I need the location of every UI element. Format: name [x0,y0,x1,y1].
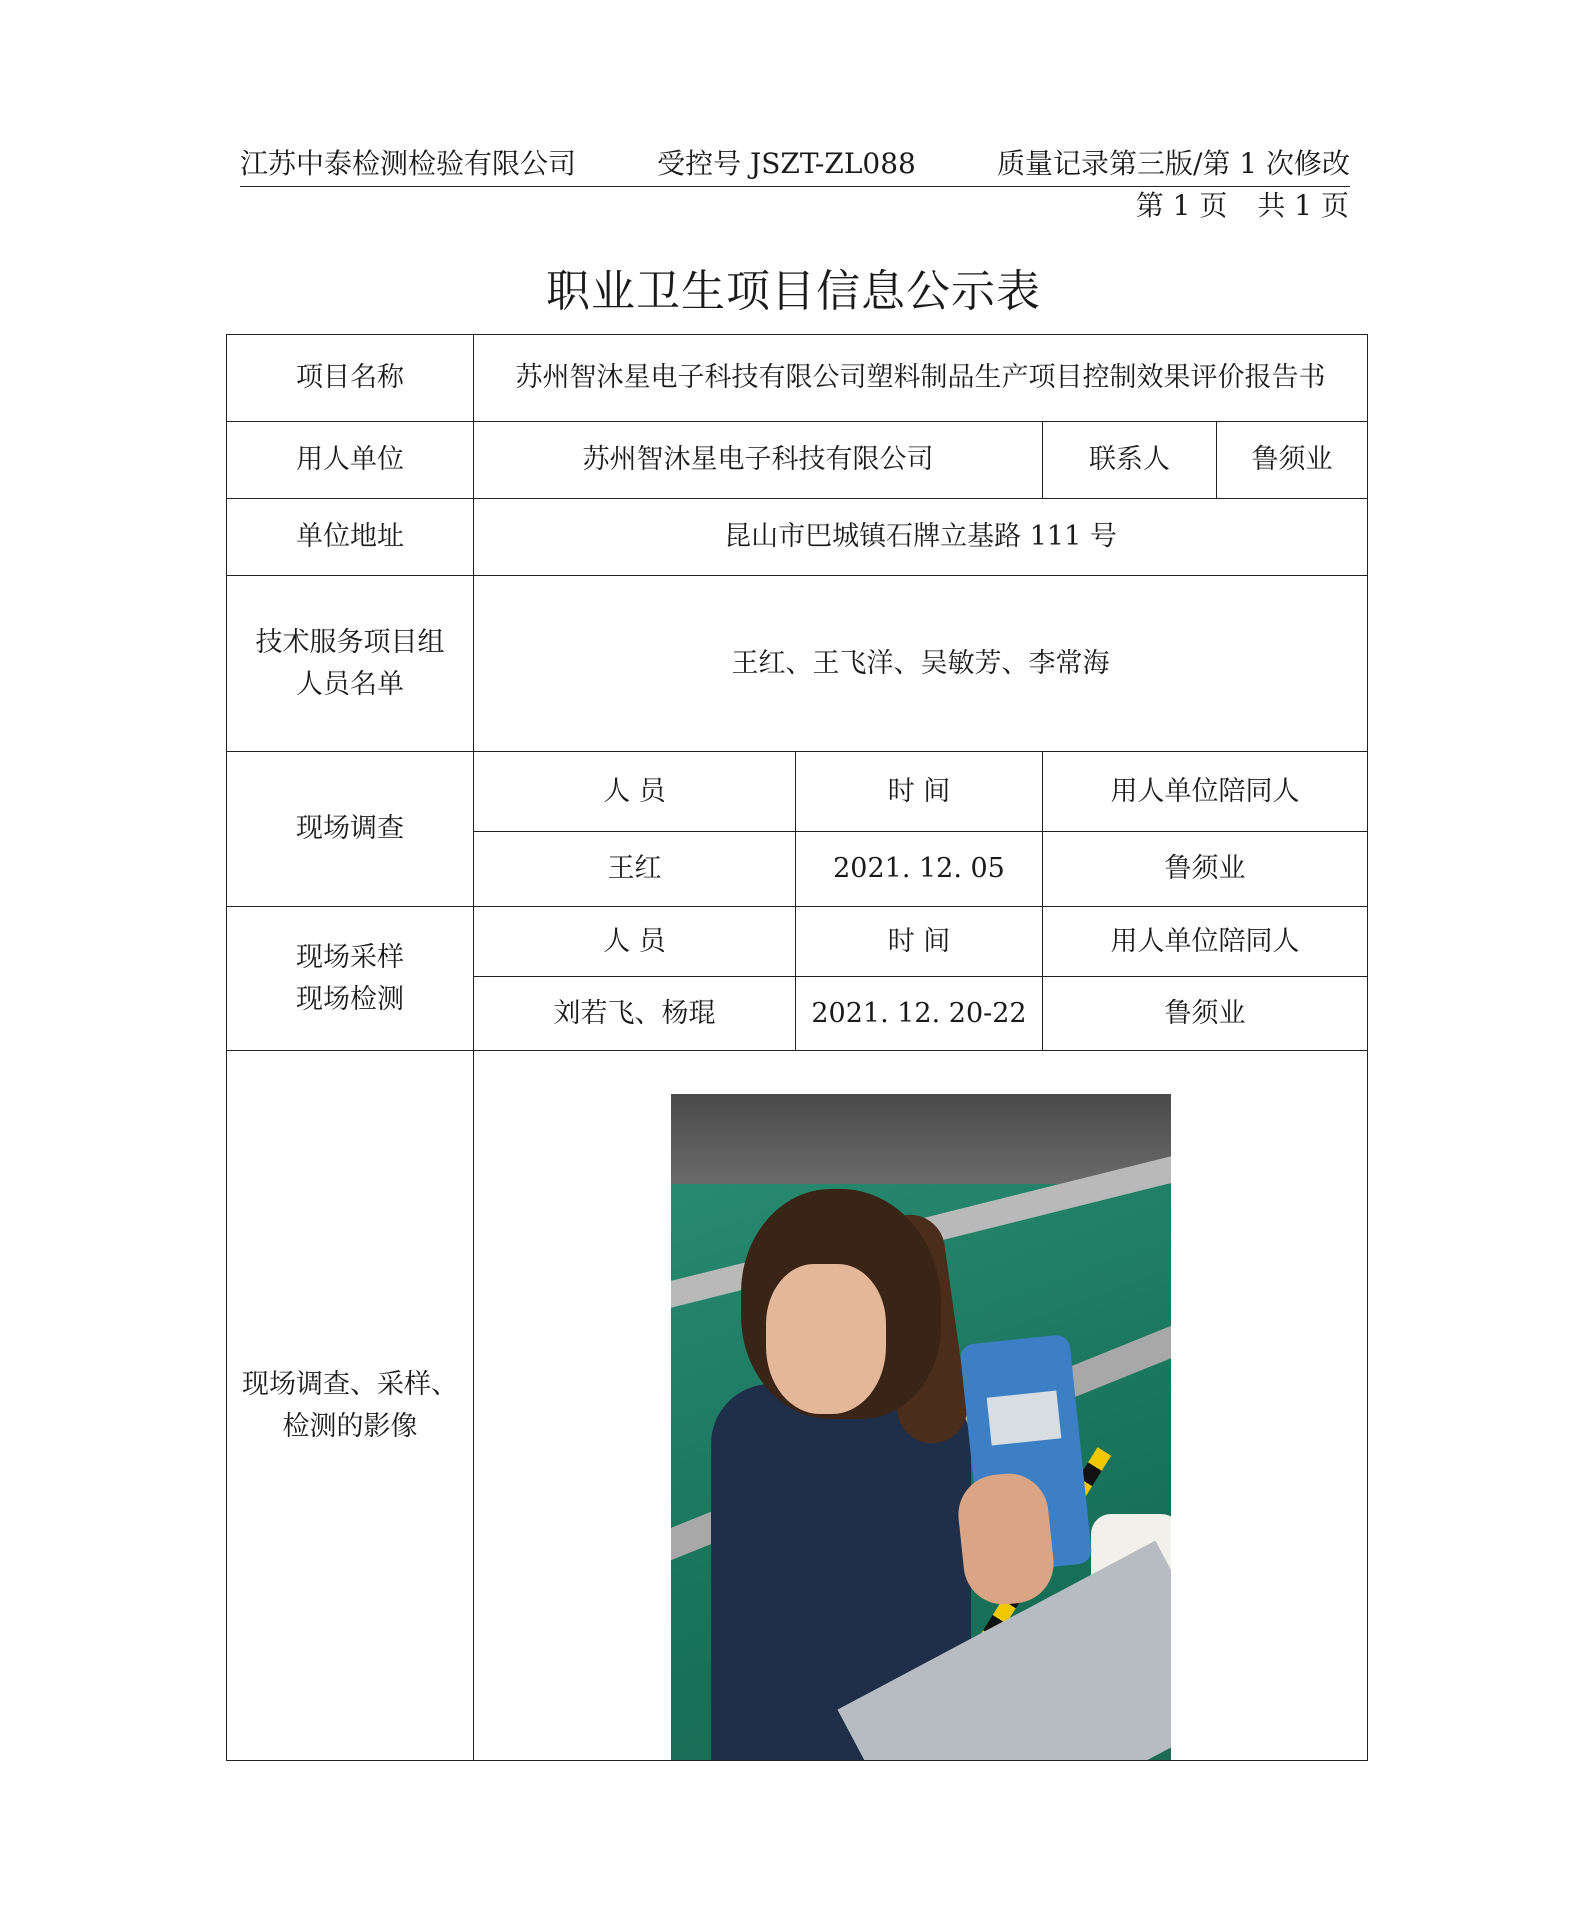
meter-display [986,1390,1061,1445]
sampling-time: 2021. 12. 20-22 [796,977,1043,1051]
control-number: 受控号 JSZT-ZL088 [657,147,916,180]
team-label-line1: 技术服务项目组 [255,626,445,658]
survey-person: 王红 [474,832,796,907]
project-name-label: 项目名称 [227,335,474,422]
images-cell [474,1051,1368,1761]
row-survey-header [227,752,1368,832]
contact-value: 鲁须业 [1217,422,1368,499]
project-name-value: 苏州智沐星电子科技有限公司塑料制品生产项目控制效果评价报告书 [474,335,1368,422]
team-label [227,576,474,752]
sampling-col-escort: 用人单位陪同人 [1043,907,1368,977]
address-value: 昆山市巴城镇石牌立基路 111 号 [474,499,1368,576]
document-header [240,146,1350,182]
survey-time: 2021. 12. 05 [796,832,1043,907]
contact-label: 联系人 [1043,422,1217,499]
page-current: 第 1 页 [1135,189,1228,222]
survey-col-escort: 用人单位陪同人 [1043,752,1368,832]
sampling-label-line2: 现场检测 [296,983,404,1015]
survey-label: 现场调查 [227,752,474,907]
team-value: 王红、王飞洋、吴敏芳、李常海 [474,576,1368,752]
employer-label: 用人单位 [227,422,474,499]
page-total: 共 1 页 [1257,189,1349,222]
images-label-line2: 检测的影像 [282,1410,418,1442]
row-sampling-header [227,907,1368,977]
header-divider [240,186,1350,187]
revision-info: 质量记录第三版/第 1 次修改 [996,147,1350,180]
sampling-escort: 鲁须业 [1043,977,1368,1051]
images-label [227,1051,474,1761]
survey-col-person: 人 员 [474,752,796,832]
row-project-name [227,335,1368,422]
address-label: 单位地址 [227,499,474,576]
sampling-col-time: 时 间 [796,907,1043,977]
sampling-label [227,907,474,1051]
employer-value: 苏州智沐星电子科技有限公司 [474,422,1043,499]
row-employer [227,422,1368,499]
row-address [227,499,1368,576]
survey-col-time: 时 间 [796,752,1043,832]
row-images [227,1051,1368,1761]
survey-escort: 鲁须业 [1043,832,1368,907]
photo-wall [671,1094,1171,1184]
row-team [227,576,1368,752]
sampling-label-line1: 现场采样 [296,941,404,973]
team-label-line2: 人员名单 [296,668,404,700]
page-title: 职业卫生项目信息公示表 [546,266,1041,317]
page-number [1106,188,1349,224]
info-table [226,334,1368,1761]
images-label-line1: 现场调查、采样、 [242,1368,458,1400]
photo-worker-face [766,1264,886,1414]
site-inspection-photo [671,1094,1171,1760]
company-name: 江苏中泰检测检验有限公司 [240,147,577,180]
sampling-person: 刘若飞、杨琨 [474,977,796,1051]
sampling-col-person: 人 员 [474,907,796,977]
